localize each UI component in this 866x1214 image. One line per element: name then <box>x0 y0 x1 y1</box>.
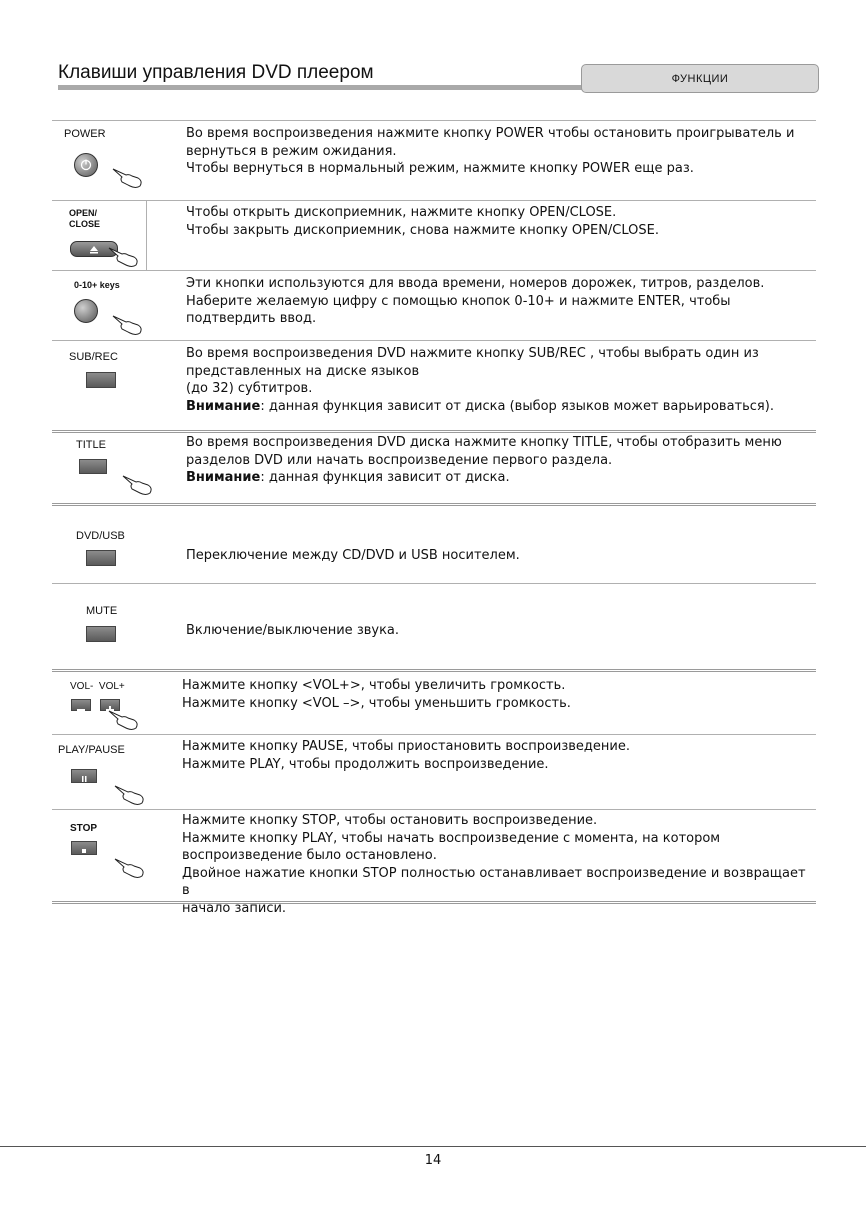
title-description <box>186 434 816 487</box>
mute-row <box>52 583 816 670</box>
dvd-usb-key-label: DVD/USB <box>76 530 125 542</box>
desc-line: (до 32) субтитров. <box>186 381 313 396</box>
desc-line: Наберите желаемую цифру с помощью кнопок 0-10+ и нажмите ENTER, чтобы <box>186 293 731 309</box>
desc-line: Нажмите PLAY, чтобы продолжить воспроизведение. <box>182 756 549 772</box>
mute-key-label: MUTE <box>86 605 118 617</box>
power-row <box>52 120 816 201</box>
desc-line: представленных на диске языков <box>186 363 420 379</box>
desc-line: Во время воспроизведения нажмите кнопку POWER чтобы остановить проигрыватель и <box>186 126 795 141</box>
hand-pointer-icon <box>108 708 140 732</box>
title-key-label: TITLE <box>76 439 106 451</box>
desc-line: Чтобы вернуться в нормальный режим, нажмите кнопку POWER еще раз. <box>186 161 694 176</box>
open-close-description <box>186 204 816 239</box>
volume-row <box>52 669 816 737</box>
warning-line <box>186 398 816 416</box>
desc-line: Чтобы закрыть дископриемник, снова нажмите кнопку OPEN/CLOSE. <box>186 222 659 238</box>
pause-button-icon <box>71 769 97 783</box>
warning-label: Внимание <box>186 470 261 485</box>
sub-rec-key-label: SUB/REC <box>69 351 118 363</box>
power-description <box>186 125 816 178</box>
desc-line: Во время воспроизведения DVD диска нажмите кнопку TITLE, чтобы отобразить меню <box>186 435 782 450</box>
mute-button-icon <box>86 626 116 642</box>
play-pause-key-label: PLAY/PAUSE <box>58 744 125 756</box>
sub-rec-description <box>186 345 816 415</box>
number-keys-label: 0-10+ keys <box>74 280 120 290</box>
stop-key-label: STOP <box>70 823 98 834</box>
page-title: Клавиши управления DVD плеером <box>58 62 374 83</box>
desc-line: Переключение между CD/DVD и USB носителем. <box>186 548 520 563</box>
desc-line: разделов DVD или начать воспроизведение первого раздела. <box>186 452 613 468</box>
desc-line: Двойное нажатие кнопки STOP полностью останавливает воспроизведение и возвращает в <box>182 865 806 898</box>
mute-description <box>186 622 816 640</box>
footer-divider <box>0 1146 866 1147</box>
number-button-icon <box>74 299 98 323</box>
hand-pointer-icon <box>114 783 146 807</box>
desc-line: Нажмите кнопку PAUSE, чтобы приостановить воспроизведение. <box>182 739 630 754</box>
stop-button-icon <box>71 841 97 855</box>
hand-pointer-icon <box>122 473 154 497</box>
desc-line: начало записи. <box>182 900 287 916</box>
desc-line: воспроизведение было остановлено. <box>182 848 437 863</box>
hand-pointer-icon <box>108 245 140 269</box>
page-number: 14 <box>424 1153 442 1168</box>
play-pause-description <box>182 738 812 773</box>
warning-text: : данная функция зависит от диска. <box>260 470 510 485</box>
number-keys-description <box>186 275 816 328</box>
title-row <box>52 430 816 506</box>
title-underline <box>58 85 583 90</box>
dvd-usb-description <box>186 547 816 565</box>
desc-line: Чтобы открыть дископриемник, нажмите кнопку OPEN/CLOSE. <box>186 205 617 220</box>
stop-description <box>182 812 812 917</box>
desc-line: Нажмите кнопку STOP, чтобы остановить воспроизведение. <box>182 813 598 828</box>
stop-row <box>52 809 816 916</box>
dvd-usb-row <box>52 503 816 586</box>
desc-line: подтвердить ввод. <box>186 311 317 326</box>
desc-line: Нажмите кнопку <VOL+>, чтобы увеличить громкость. <box>182 678 566 693</box>
sub-rec-button-icon <box>86 372 116 388</box>
volume-down-button-icon <box>71 699 91 711</box>
play-pause-row <box>52 734 816 810</box>
hand-pointer-icon <box>112 166 144 190</box>
open-close-key-label: OPEN/ CLOSE <box>69 208 101 229</box>
volume-description <box>182 677 812 712</box>
power-key-label: POWER <box>64 128 106 140</box>
open-close-row <box>52 200 816 271</box>
cell-divider <box>146 201 147 271</box>
desc-line: Включение/выключение звука. <box>186 623 400 638</box>
power-button-icon <box>74 153 98 177</box>
desc-line: Нажмите кнопку <VOL –>, чтобы уменьшить громкость. <box>182 695 571 711</box>
volume-key-label: VOL- VOL+ <box>70 681 125 692</box>
sub-rec-row <box>52 340 816 431</box>
section-tab: ФУНКЦИИ <box>581 64 819 93</box>
number-keys-row <box>52 270 816 341</box>
desc-line: Нажмите кнопку PLAY, чтобы начать воспроизведение с момента, на котором <box>182 830 721 846</box>
warning-label: Внимание <box>186 398 261 414</box>
desc-line: вернуться в режим ожидания. <box>186 143 397 159</box>
warning-line <box>186 469 816 487</box>
hand-pointer-icon <box>114 856 146 880</box>
warning-text: : данная функция зависит от диска (выбор языков может варьироваться). <box>260 398 774 414</box>
desc-line: Во время воспроизведения DVD нажмите кнопку SUB/REC , чтобы выбрать один из <box>186 346 759 361</box>
desc-line: Эти кнопки используются для ввода времени, номеров дорожек, титров, разделов. <box>186 276 765 291</box>
title-button-icon <box>79 459 107 474</box>
dvd-usb-button-icon <box>86 550 116 566</box>
hand-pointer-icon <box>112 313 144 337</box>
